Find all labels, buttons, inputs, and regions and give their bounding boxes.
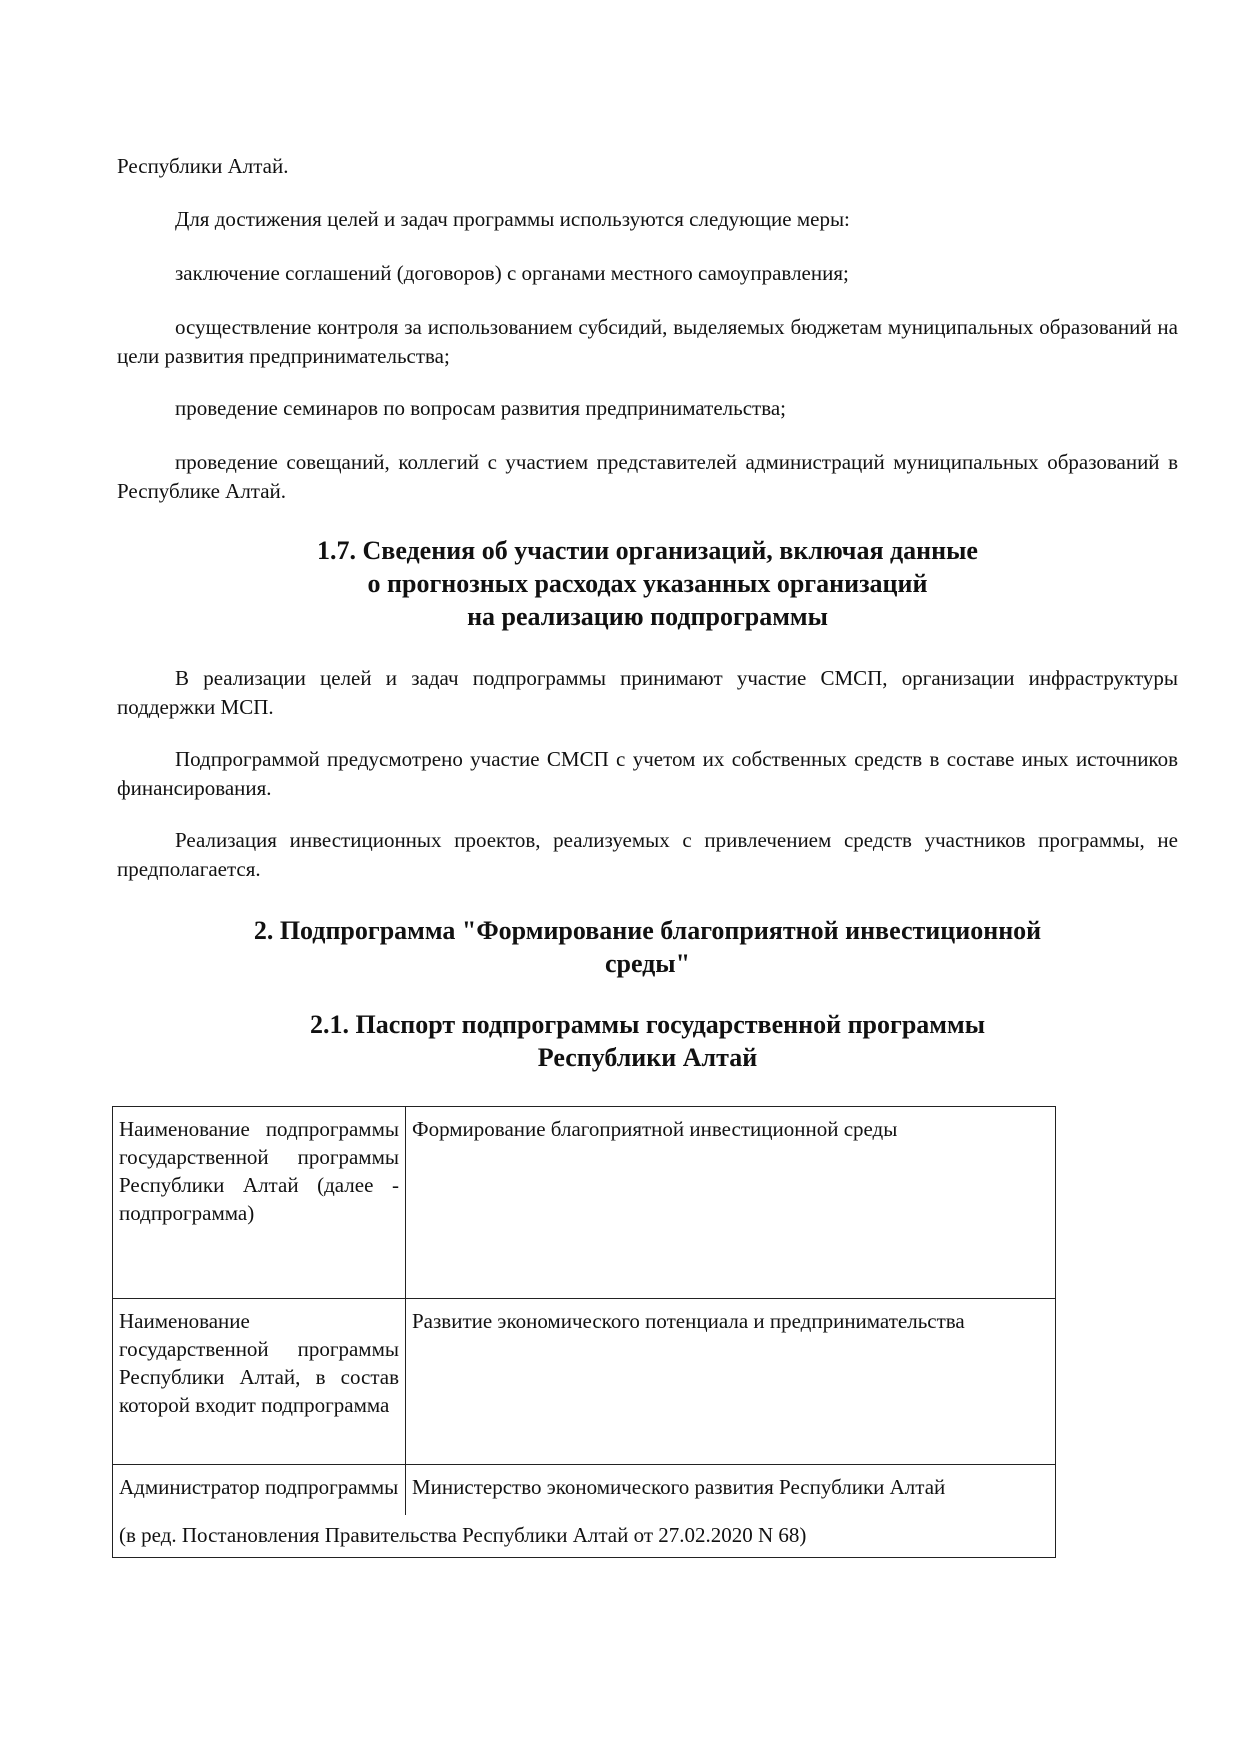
table-row: [113, 1107, 1056, 1299]
heading-line: на реализацию подпрограммы: [467, 602, 828, 631]
row-value: Министерство экономического развития Республики Алтай: [406, 1465, 1056, 1516]
heading-line: 2.1. Паспорт подпрограммы государственной программы: [309, 1010, 986, 1039]
paragraph: Реализация инвестиционных проектов, реализуемых с привлечением средств участников программы, не предполагается.: [117, 828, 1178, 881]
paragraph: проведение совещаний, коллегий с участием представителей администраций муниципальных образований в Республике Алтай.: [117, 450, 1178, 503]
table-row: [113, 1465, 1056, 1516]
paragraph: Республики Алтай.: [117, 154, 289, 178]
row-label: Наименование подпрограммы государственной программы Республики Алтай (далее - подпрограмма): [113, 1107, 406, 1299]
section-heading-2: [117, 914, 1178, 980]
paragraph: осуществление контроля за использованием субсидий, выделяемых бюджетам муниципальных образований на цели развития предпринимательства;: [117, 315, 1178, 368]
heading-line: Республики Алтай: [537, 1043, 758, 1072]
paragraph: Подпрограммой предусмотрено участие СМСП с учетом их собственных средств в составе иных источников финансирования.: [117, 747, 1178, 800]
section-heading-1-7: [117, 534, 1178, 633]
row-value: Развитие экономического потенциала и предпринимательства: [406, 1299, 1056, 1465]
amendment-note: (в ред. Постановления Правительства Республики Алтай от 27.02.2020 N 68): [113, 1515, 1056, 1558]
passport-table: [112, 1106, 1056, 1558]
heading-line: среды": [604, 949, 691, 978]
heading-line: 2. Подпрограмма "Формирование благоприятной инвестиционной: [253, 916, 1042, 945]
table-row: [113, 1299, 1056, 1465]
row-label: Наименование государственной программы Республики Алтай, в состав которой входит подпрограмма: [113, 1299, 406, 1465]
paragraph: В реализации целей и задач подпрограммы принимают участие СМСП, организации инфраструктуры поддержки МСП.: [117, 666, 1178, 719]
paragraph: проведение семинаров по вопросам развития предпринимательства;: [175, 396, 787, 420]
row-value: Формирование благоприятной инвестиционной среды: [406, 1107, 1056, 1299]
section-heading-2-1: [117, 1008, 1178, 1074]
heading-line: 1.7. Сведения об участии организаций, включая данные: [317, 536, 978, 565]
row-label: Администратор подпрограммы: [113, 1465, 406, 1516]
paragraph: заключение соглашений (договоров) с органами местного самоуправления;: [175, 261, 849, 285]
table-row: [113, 1515, 1056, 1558]
heading-line: о прогнозных расходах указанных организаций: [367, 569, 928, 598]
paragraph: Для достижения целей и задач программы используются следующие меры:: [175, 207, 850, 231]
